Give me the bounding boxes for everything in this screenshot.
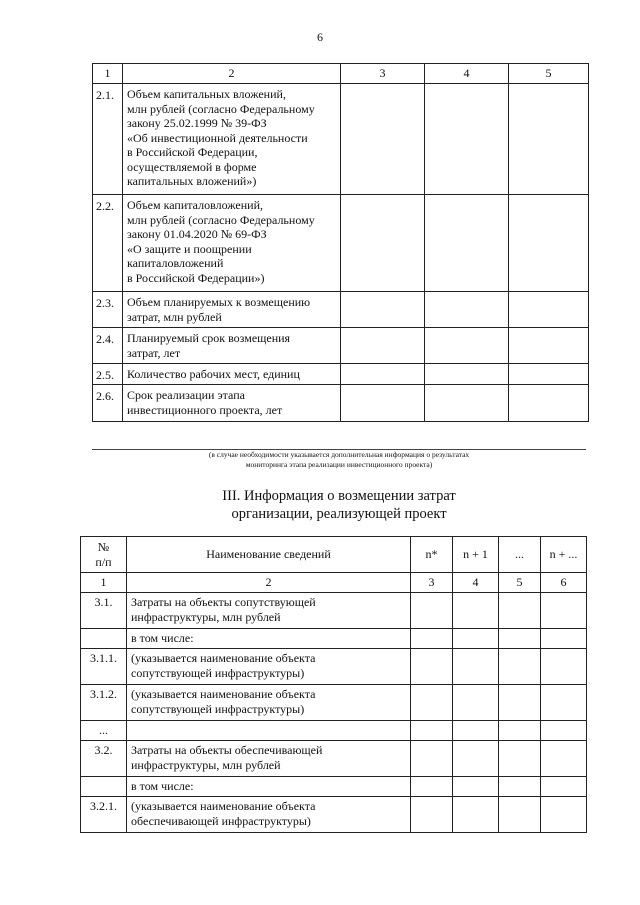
row-description: (указывается наименование объекта сопутствующей инфраструктуры) <box>127 649 411 685</box>
row-description: Объем планируемых к возмещению затрат, млн рублей <box>123 292 341 328</box>
table-row <box>93 328 589 364</box>
value-cell <box>425 385 509 422</box>
value-cell <box>341 84 425 195</box>
row-number: 2.3. <box>93 292 123 328</box>
table-row <box>93 292 589 328</box>
value-cell <box>541 777 587 797</box>
row-number: 2.1. <box>93 84 123 195</box>
column-number: 2 <box>127 573 411 593</box>
value-cell <box>411 685 453 721</box>
page-number: 6 <box>317 30 323 44</box>
value-cell <box>411 649 453 685</box>
value-cell <box>499 797 541 833</box>
row-description: Объем капиталовложений, млн рублей (согласно Федеральному закону 01.04.2020 № 69-ФЗ «О защите и поощрении капиталовложений в Российской Федерации») <box>123 195 341 292</box>
row-number: 2.5. <box>93 364 123 385</box>
value-cell <box>541 685 587 721</box>
value-cell <box>453 629 499 649</box>
value-cell <box>411 593 453 629</box>
row-number: 3.1. <box>81 593 127 629</box>
value-cell <box>411 741 453 777</box>
table-row <box>93 385 589 422</box>
header-period: n + ... <box>541 537 587 573</box>
value-cell <box>509 385 589 422</box>
header-cell: 1 <box>93 64 123 84</box>
column-number: 5 <box>499 573 541 593</box>
value-cell <box>499 649 541 685</box>
row-number: 3.1.1. <box>81 649 127 685</box>
row-description: Количество рабочих мест, единиц <box>123 364 341 385</box>
header-name: Наименование сведений <box>127 537 411 573</box>
value-cell <box>411 629 453 649</box>
table-row <box>81 685 587 721</box>
header-cell: 2 <box>123 64 341 84</box>
value-cell <box>453 685 499 721</box>
table-row <box>93 84 589 195</box>
value-cell <box>425 364 509 385</box>
row-description: в том числе: <box>127 629 411 649</box>
value-cell <box>453 777 499 797</box>
value-cell <box>411 721 453 741</box>
value-cell <box>341 195 425 292</box>
section-title: III. Информация о возмещении затрат организации, реализующей проект <box>222 488 456 522</box>
value-cell <box>541 797 587 833</box>
row-description: Планируемый срок возмещения затрат, лет <box>123 328 341 364</box>
value-cell <box>509 364 589 385</box>
value-cell <box>425 195 509 292</box>
additional-info-note: (в случае необходимости указывается дополнительная информация о результатах мониторинга этапа реализации инвестиционного проекта) <box>208 450 470 469</box>
table-row <box>81 777 587 797</box>
row-description <box>127 721 411 741</box>
value-cell <box>411 797 453 833</box>
header-cell: 3 <box>341 64 425 84</box>
value-cell <box>499 593 541 629</box>
table-row <box>93 364 589 385</box>
row-description: Затраты на объекты обеспечивающей инфраструктуры, млн рублей <box>127 741 411 777</box>
header-cell: 4 <box>425 64 509 84</box>
value-cell <box>411 777 453 797</box>
value-cell <box>509 328 589 364</box>
header-period: ... <box>499 537 541 573</box>
row-number: 3.2.1. <box>81 797 127 833</box>
header-cell: 5 <box>509 64 589 84</box>
table-row <box>81 721 587 741</box>
value-cell <box>453 649 499 685</box>
value-cell <box>499 685 541 721</box>
row-description: в том числе: <box>127 777 411 797</box>
header-num: № п/п <box>81 537 127 573</box>
header-period: n + 1 <box>453 537 499 573</box>
value-cell <box>499 629 541 649</box>
table-row <box>93 195 589 292</box>
value-cell <box>541 629 587 649</box>
table-header-row <box>93 64 589 84</box>
value-cell <box>541 721 587 741</box>
header-period: n* <box>411 537 453 573</box>
value-cell <box>341 328 425 364</box>
value-cell <box>541 649 587 685</box>
row-description: Затраты на объекты сопутствующей инфраструктуры, млн рублей <box>127 593 411 629</box>
row-number: 2.2. <box>93 195 123 292</box>
value-cell <box>499 721 541 741</box>
row-description: (указывается наименование объекта обеспечивающей инфраструктуры) <box>127 797 411 833</box>
value-cell <box>509 84 589 195</box>
row-description: Срок реализации этапа инвестиционного проекта, лет <box>123 385 341 422</box>
row-description: Объем капитальных вложений, млн рублей (согласно Федеральному закону 25.02.1999 № 39-ФЗ «Об инвестиционной деятельности в Российской Федерации, осуществляемой в форме капитальных вложений») <box>123 84 341 195</box>
row-number: 2.4. <box>93 328 123 364</box>
table-row <box>81 741 587 777</box>
value-cell <box>453 797 499 833</box>
value-cell <box>499 741 541 777</box>
value-cell <box>509 292 589 328</box>
value-cell <box>541 593 587 629</box>
column-numbers-row <box>81 573 587 593</box>
value-cell <box>453 593 499 629</box>
row-number: 3.1.2. <box>81 685 127 721</box>
table-header-row <box>81 537 587 573</box>
value-cell <box>453 721 499 741</box>
value-cell <box>425 292 509 328</box>
column-number: 6 <box>541 573 587 593</box>
investment-indicators-table <box>92 63 589 422</box>
row-number: 3.2. <box>81 741 127 777</box>
row-number: ... <box>81 721 127 741</box>
value-cell <box>425 328 509 364</box>
table-row <box>81 593 587 629</box>
value-cell <box>341 292 425 328</box>
row-description: (указывается наименование объекта сопутствующей инфраструктуры) <box>127 685 411 721</box>
row-number <box>81 777 127 797</box>
column-number: 1 <box>81 573 127 593</box>
value-cell <box>541 741 587 777</box>
column-number: 4 <box>453 573 499 593</box>
value-cell <box>453 741 499 777</box>
row-number: 2.6. <box>93 385 123 422</box>
value-cell <box>341 385 425 422</box>
column-number: 3 <box>411 573 453 593</box>
value-cell <box>509 195 589 292</box>
table-row <box>81 629 587 649</box>
table-row <box>81 649 587 685</box>
value-cell <box>499 777 541 797</box>
cost-reimbursement-table <box>80 536 587 833</box>
value-cell <box>341 364 425 385</box>
row-number <box>81 629 127 649</box>
value-cell <box>425 84 509 195</box>
table-row <box>81 797 587 833</box>
